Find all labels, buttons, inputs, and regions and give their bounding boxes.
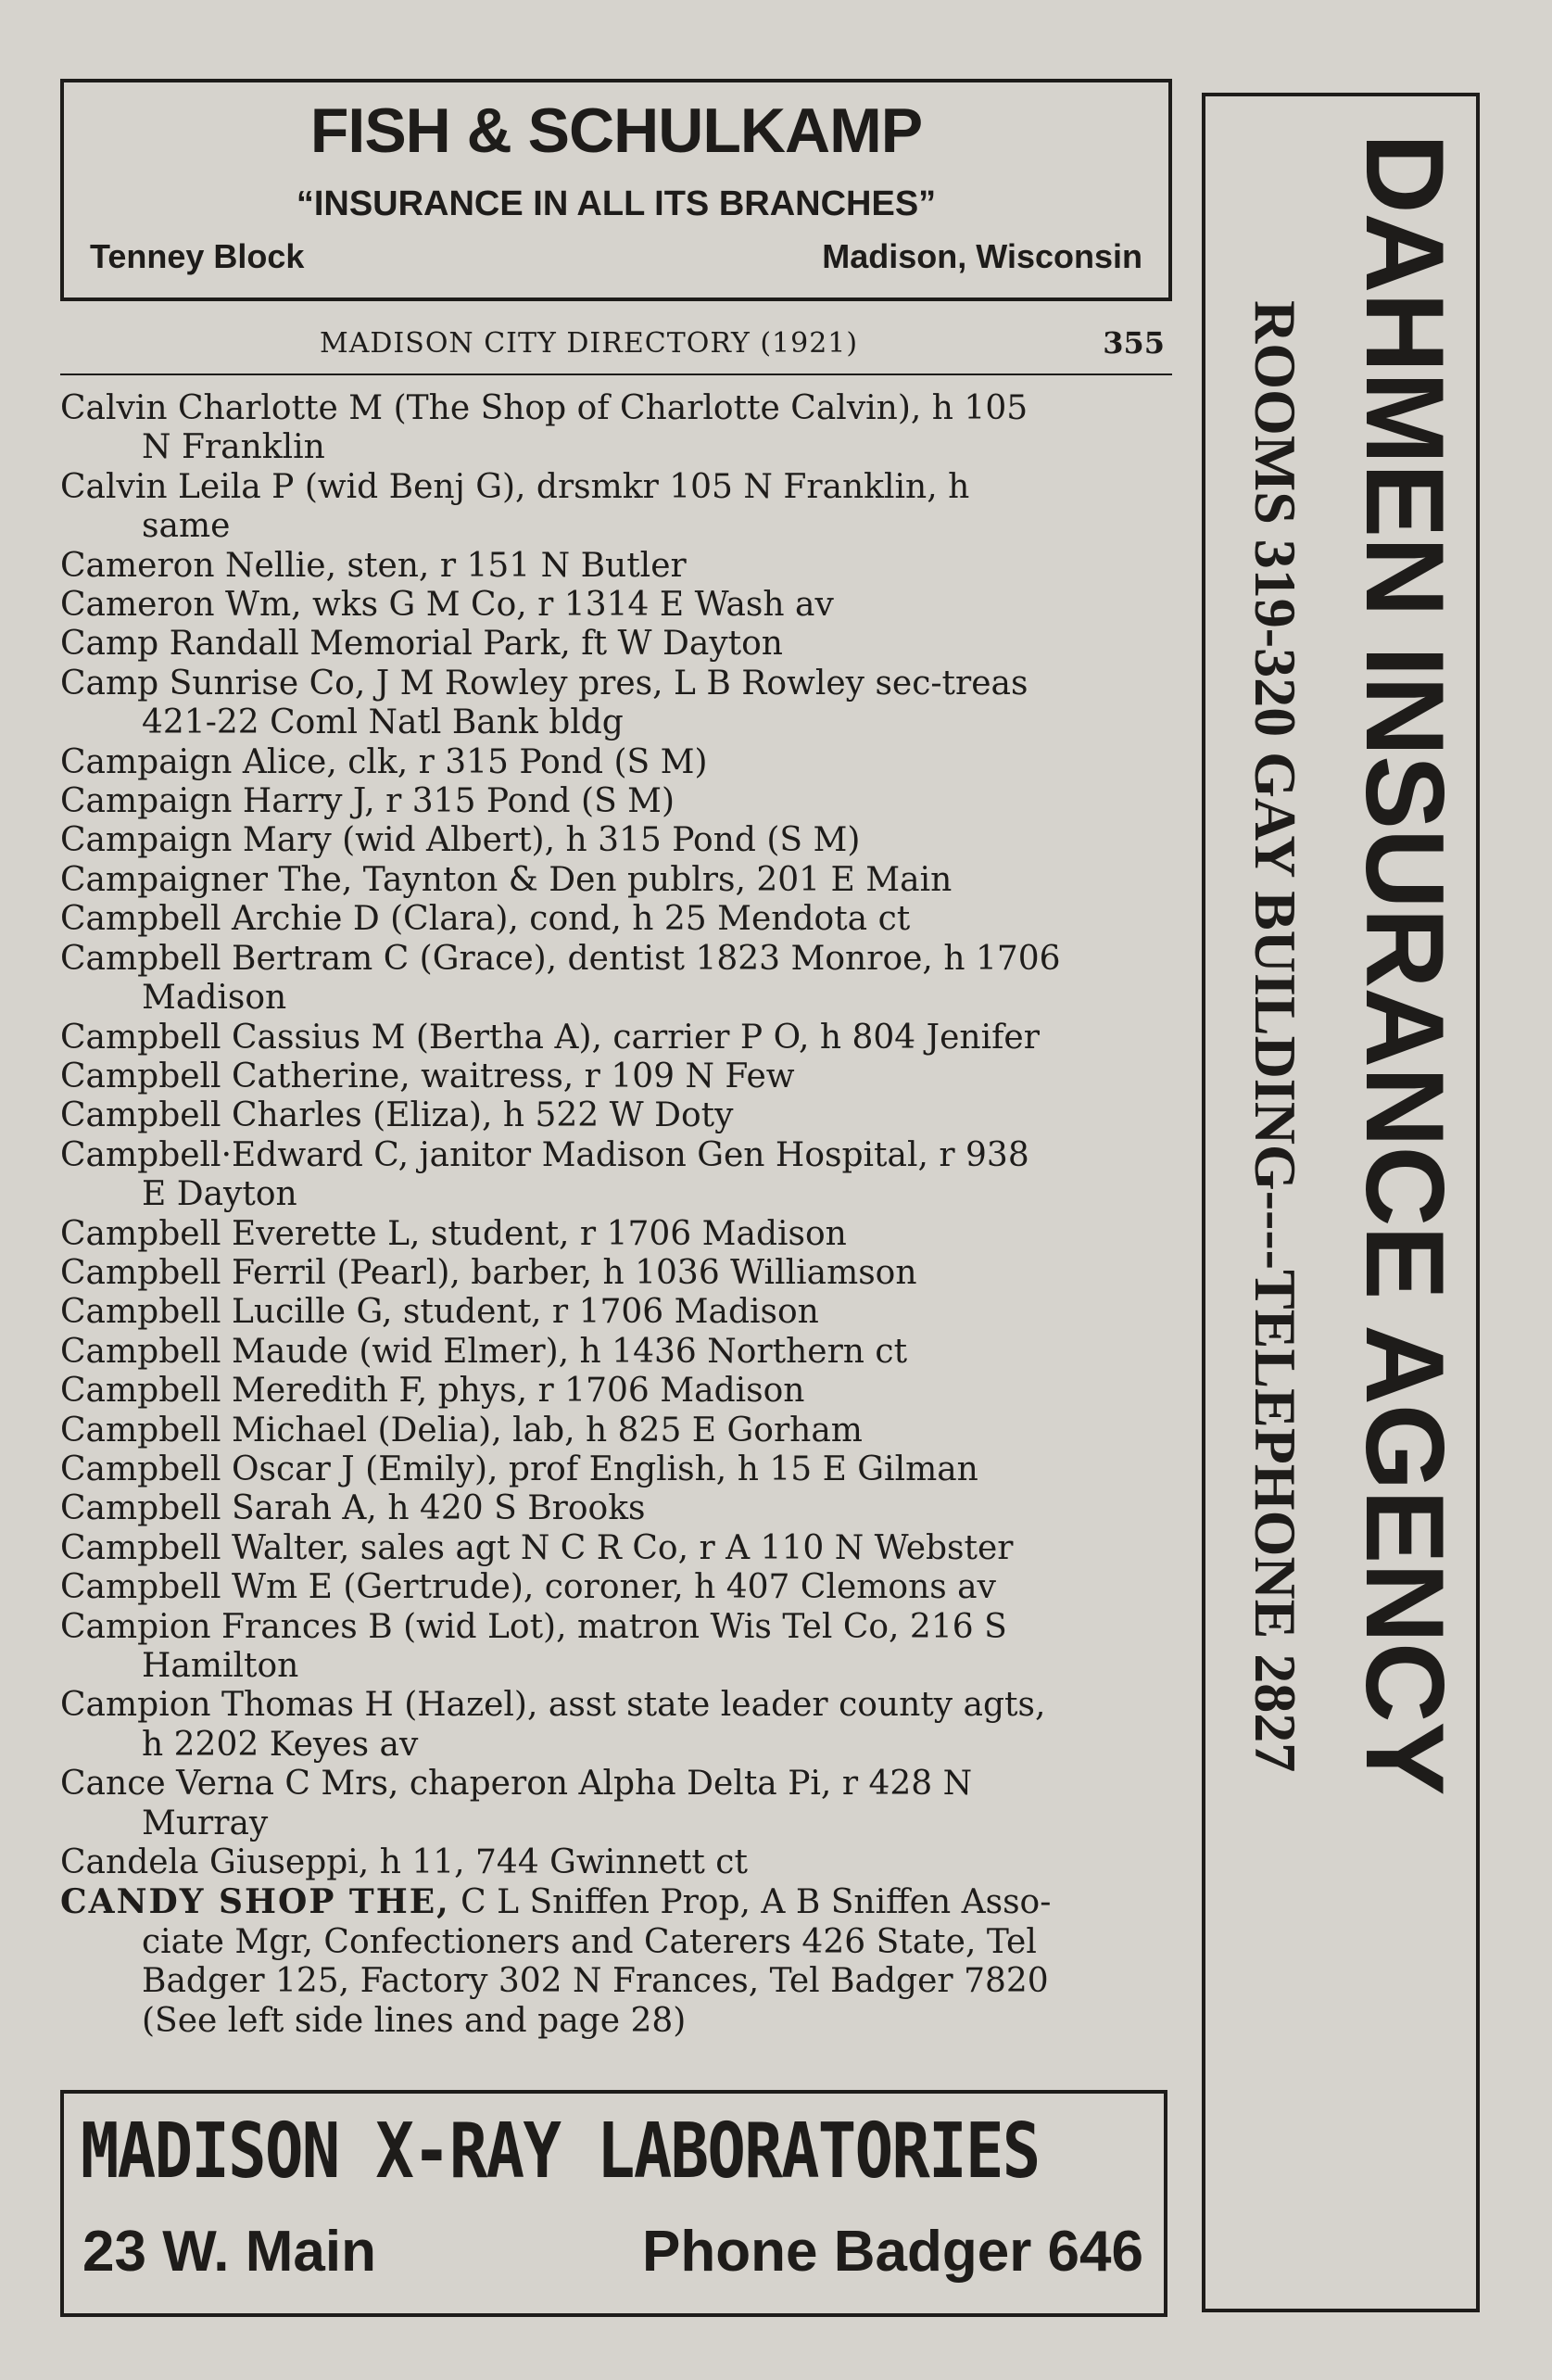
candy-shop-name: CANDY SHOP THE, bbox=[60, 1882, 450, 1922]
entry-line: Campbell Sarah A, h 420 S Brooks bbox=[60, 1489, 646, 1528]
list-item bbox=[60, 821, 1181, 860]
ad-location-right: Madison, Wisconsin bbox=[822, 237, 1142, 275]
page-number: 355 bbox=[1103, 325, 1165, 361]
entry-continuation: (See left side lines and page 28) bbox=[142, 2001, 687, 2040]
list-item bbox=[60, 1489, 1181, 1528]
entry-line: Campaign Harry J, r 315 Pond (S M) bbox=[60, 782, 675, 821]
list-item bbox=[60, 1019, 1181, 1057]
entry-line: Campaign Alice, clk, r 315 Pond (S M) bbox=[60, 742, 708, 781]
entry-line: Cameron Wm, wks G M Co, r 1314 E Wash av bbox=[60, 586, 834, 625]
list-item bbox=[60, 1136, 1181, 1215]
list-item bbox=[60, 900, 1181, 939]
entry-continuation: Badger 125, Factory 302 N Frances, Tel Badger 7820 bbox=[142, 1962, 1049, 2001]
ad-slogan: “INSURANCE IN ALL ITS BRANCHES” bbox=[296, 184, 937, 223]
entry-continuation: E Dayton bbox=[142, 1175, 297, 1214]
list-item bbox=[60, 389, 1181, 468]
list-item bbox=[60, 1843, 1181, 1882]
dahmen-insurance-ad bbox=[1202, 93, 1480, 2312]
list-item bbox=[60, 1686, 1181, 1765]
entry-line: Campbell Oscar J (Emily), prof English, h 15 E Gilman bbox=[60, 1450, 978, 1488]
list-item bbox=[60, 1412, 1181, 1450]
entry-continuation: Murray bbox=[142, 1804, 269, 1842]
directory-title: MADISON CITY DIRECTORY (1921) bbox=[320, 327, 859, 360]
dahmen-title: DAHMEN INSURANCE AGENCY bbox=[1343, 133, 1467, 1795]
entry-line: Calvin Charlotte M (The Shop of Charlotte Calvin), h 105 bbox=[60, 389, 1028, 427]
entry-line: Campbell Ferril (Pearl), barber, h 1036 Williamson bbox=[60, 1253, 917, 1292]
entry-line: Campbell Everette L, student, r 1706 Madison bbox=[60, 1214, 847, 1253]
list-item bbox=[60, 1096, 1181, 1135]
entry-line: Campbell Cassius M (Bertha A), carrier P O, h 804 Jenifer bbox=[60, 1018, 1040, 1057]
ad-title: FISH & SCHULKAMP bbox=[309, 95, 923, 166]
list-item bbox=[60, 1450, 1181, 1489]
entry-line: Campbell Charles (Eliza), h 522 W Doty bbox=[60, 1096, 734, 1135]
entry-line: Campbell Michael (Delia), lab, h 825 E Gorham bbox=[60, 1411, 863, 1450]
dahmen-address: ROOMS 319-320 GAY BUILDING----TELEPHONE 2827 bbox=[1243, 300, 1308, 1773]
list-item bbox=[60, 861, 1181, 900]
list-item bbox=[60, 1215, 1181, 1254]
entry-line: Cance Verna C Mrs, chaperon Alpha Delta Pi, r 428 N bbox=[60, 1765, 973, 1804]
list-item bbox=[60, 1057, 1181, 1096]
xray-laboratories-ad bbox=[60, 2090, 1167, 2317]
entry-line: Campion Frances B (wid Lot), matron Wis Tel Co, 216 S bbox=[60, 1607, 1007, 1646]
entry-line: Campbell Walter, sales agt N C R Co, r A 110 N Webster bbox=[60, 1528, 1014, 1567]
list-item bbox=[60, 1293, 1181, 1332]
candy-shop-entry bbox=[60, 1882, 1181, 2041]
list-item bbox=[60, 547, 1181, 586]
list-item bbox=[60, 665, 1181, 743]
entry-continuation: Madison bbox=[142, 979, 287, 1018]
entry-continuation: N Franklin bbox=[142, 428, 325, 467]
entry-line: Campbell Meredith F, phys, r 1706 Madison bbox=[60, 1372, 805, 1411]
ad-location-left: Tenney Block bbox=[90, 237, 305, 275]
list-item bbox=[60, 586, 1181, 625]
xray-title: MADISON X-RAY LABORATORIES bbox=[81, 2108, 1040, 2196]
list-item bbox=[60, 1765, 1181, 1843]
list-item bbox=[60, 782, 1181, 821]
entry-line: Campbell Maude (wid Elmer), h 1436 Northern ct bbox=[60, 1332, 908, 1371]
list-item bbox=[60, 468, 1181, 547]
entry-line: Campaigner The, Taynton & Den publrs, 201 E Main bbox=[60, 860, 953, 899]
entry-continuation: Hamilton bbox=[142, 1647, 299, 1685]
entry-line: Campion Thomas H (Hazel), asst state leader county agts, bbox=[60, 1686, 1046, 1725]
entry-line: Campbell Catherine, waitress, r 109 N Few bbox=[60, 1057, 795, 1095]
entry-line: Campbell Lucille G, student, r 1706 Madison bbox=[60, 1293, 819, 1332]
xray-phone: Phone Badger 646 bbox=[642, 2220, 1143, 2284]
list-item bbox=[60, 1608, 1181, 1687]
entry-line: Camp Sunrise Co, J M Rowley pres, L B Rowley sec-treas bbox=[60, 664, 1028, 703]
entry-line: Campbell Wm E (Gertrude), coroner, h 407 Clemons av bbox=[60, 1568, 996, 1607]
xray-address: 23 W. Main bbox=[82, 2220, 376, 2284]
list-item bbox=[60, 743, 1181, 782]
list-item bbox=[60, 625, 1181, 664]
entry-line: Calvin Leila P (wid Benj G), drsmkr 105 N Franklin, h bbox=[60, 467, 970, 506]
entry-line: Campbell·Edward C, janitor Madison Gen Hospital, r 938 bbox=[60, 1135, 1029, 1174]
list-item bbox=[60, 940, 1181, 1019]
entry-line: Campbell Archie D (Clara), cond, h 25 Mendota ct bbox=[60, 900, 911, 939]
entry-continuation: same bbox=[142, 507, 231, 546]
list-item bbox=[60, 1529, 1181, 1568]
entry-line: C L Sniffen Prop, A B Sniffen Asso- bbox=[449, 1883, 1052, 1922]
entry-continuation: ciate Mgr, Confectioners and Caterers 426 State, Tel bbox=[142, 1922, 1037, 1961]
list-item bbox=[60, 1254, 1181, 1293]
directory-listings bbox=[60, 389, 1181, 2041]
fish-schulkamp-ad bbox=[60, 79, 1172, 301]
entry-line: Campbell Bertram C (Grace), dentist 1823 Monroe, h 1706 bbox=[60, 939, 1061, 978]
page-header bbox=[60, 320, 1172, 375]
entry-continuation: 421-22 Coml Natl Bank bldg bbox=[142, 703, 624, 742]
entry-line: Campaign Mary (wid Albert), h 315 Pond (S M) bbox=[60, 821, 861, 860]
entry-continuation: h 2202 Keyes av bbox=[142, 1725, 419, 1764]
entry-line: Cameron Nellie, sten, r 151 N Butler bbox=[60, 546, 687, 585]
list-item bbox=[60, 1372, 1181, 1411]
list-item bbox=[60, 1568, 1181, 1607]
entry-line: Candela Giuseppi, h 11, 744 Gwinnett ct bbox=[60, 1843, 748, 1882]
list-item bbox=[60, 1333, 1181, 1372]
entry-line: Camp Randall Memorial Park, ft W Dayton bbox=[60, 625, 783, 664]
